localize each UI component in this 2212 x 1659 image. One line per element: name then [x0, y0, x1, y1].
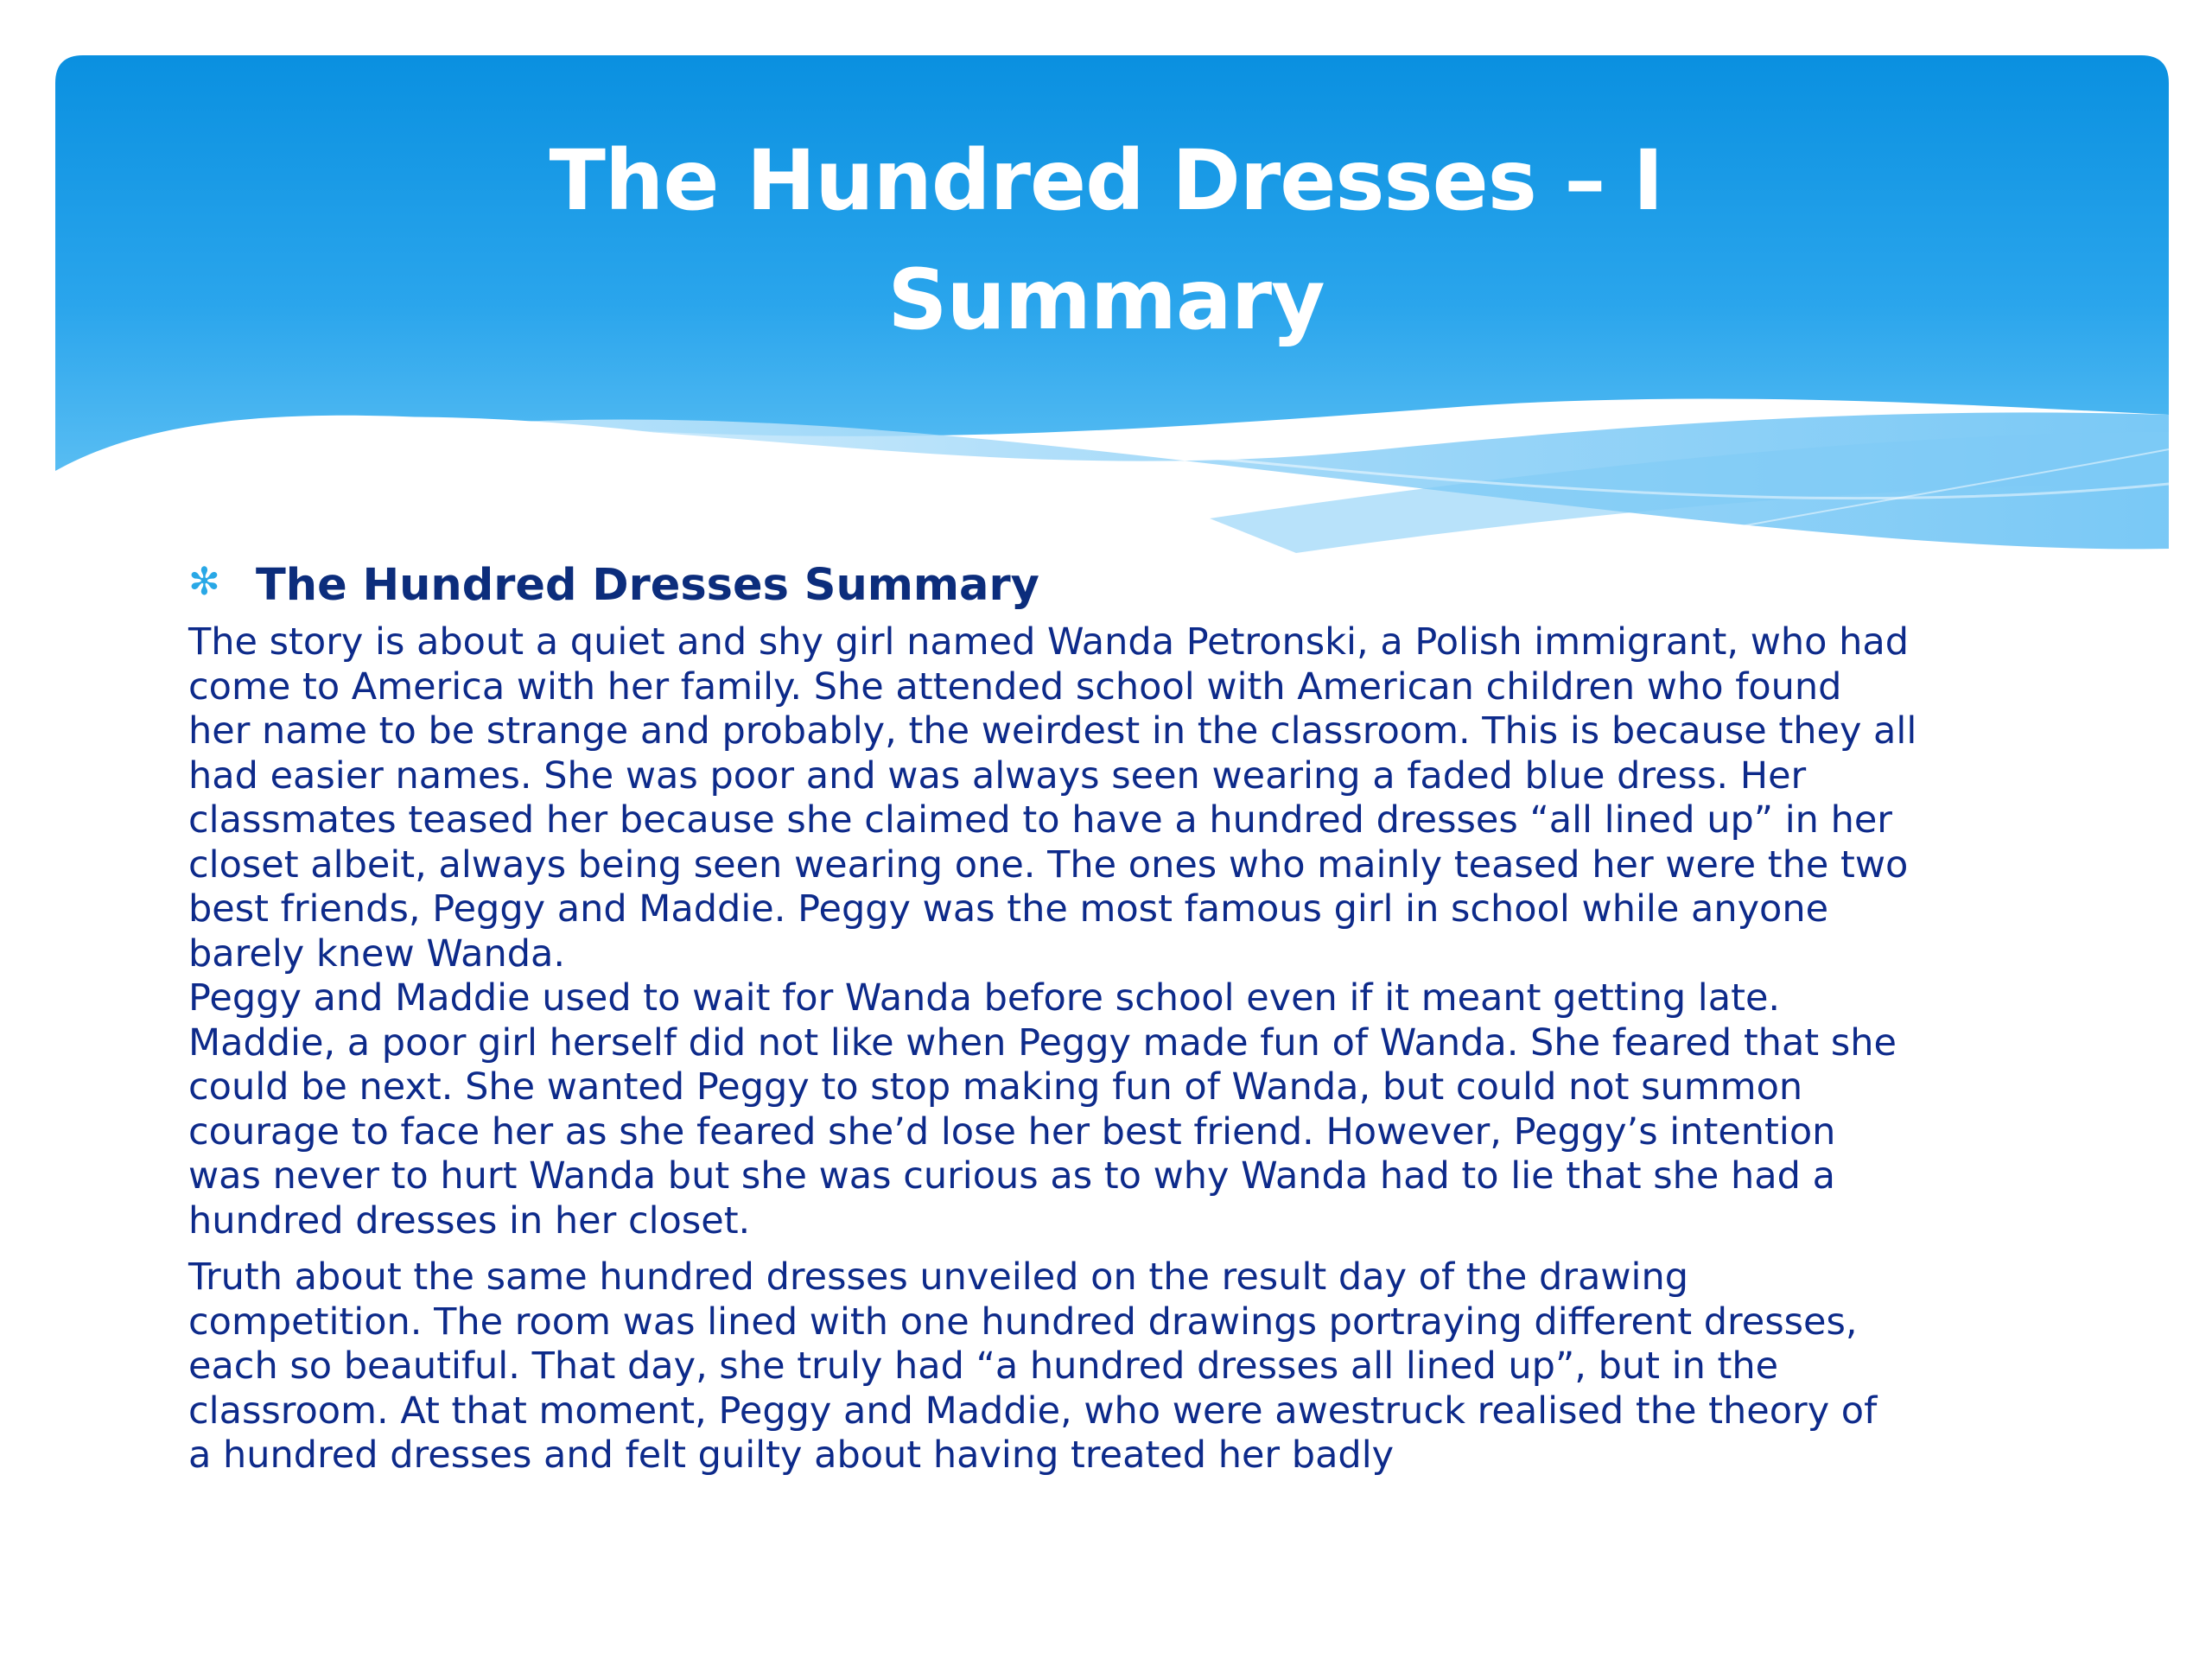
body-paragraph-2: Truth about the same hundred dresses unveiled on the result day of the drawing competition. The room was lined with one hundred drawings portraying different dresses, each so beautiful. That day, she truly had “a hundred dresses all lined up”, but in the classroom. At that moment, Peggy and Maddie, who were awestruck realised the theory of a hundred dresses and felt guilty about having treated her badly [188, 1255, 1878, 1477]
body-paragraph-1: The story is about a quiet and shy girl named Wanda Petronski, a Polish immigrant, who had come to America with her family. She attended school with American children who found her name to be strange and probably, the weirdest in the classroom. This is because they all had easier names. She was poor and was always seen wearing a faded blue dress. Her classmates teased her because she claimed to have a hundred dresses “all lined up” in her closet albeit, always being seen wearing one. The ones who mainly teased her were the two best friends, Peggy and Maddie. Peggy was the most famous girl in school while anyone barely knew Wanda. Peggy and Maddie used to wait for Wanda before school even if it meant getting late. Maddie, a poor girl herself did not like when Peggy made fun of Wanda. She feared that she could be next. She wanted Peggy to stop making fun of Wanda, but could not summon courage to face her as she feared she’d lose her best friend. However, Peggy’s intention was never to hurt Wanda but she was curious as to why Wanda had to lie that she had a hundred dresses in her closet. [188, 620, 1917, 1243]
bullet-item [188, 551, 2046, 620]
section-heading: The Hundred Dresses Summary [256, 560, 1039, 611]
slide-title [0, 121, 2212, 359]
title-line-1: The Hundred Dresses – I [549, 132, 1663, 229]
slide-content [188, 551, 2046, 1478]
asterisk-icon: ✻ [188, 560, 220, 604]
title-line-2: Summary [887, 251, 1325, 348]
